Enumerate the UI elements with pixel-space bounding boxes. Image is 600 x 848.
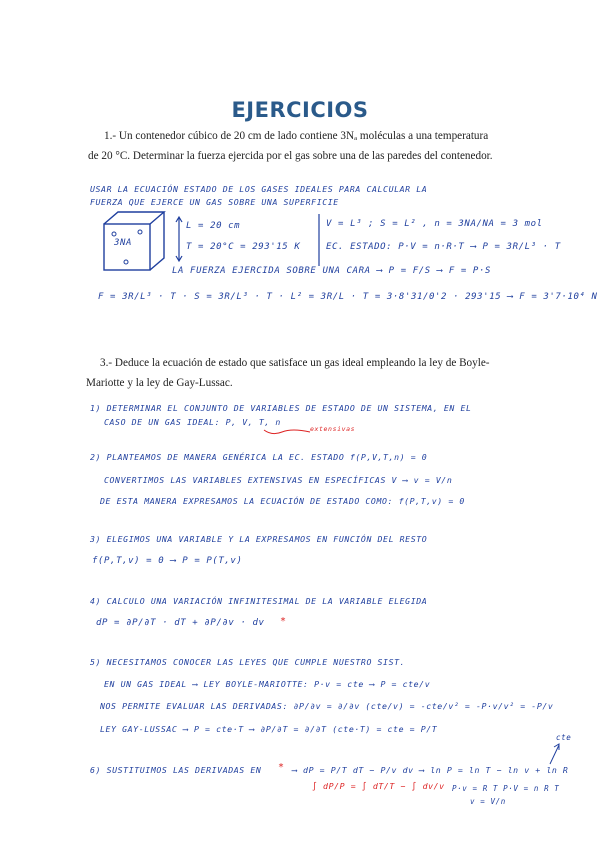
step2-line3: DE ESTA MANERA EXPRESAMOS LA ECUACIÓN DE ESTADO COMO: f(P,T,v) = 0 (100, 496, 465, 506)
cube-drawing (100, 210, 170, 274)
step5-line1: 5) NECESITAMOS CONOCER LAS LEYES QUE CUMPLE NUESTRO SIST. (90, 657, 406, 667)
step6-cte-note: cte (556, 733, 572, 742)
step5-line4: LEY GAY-LUSSAC ⟶ P = cte·T ⟶ ∂P/∂T = ∂/∂T (cte·T) = cte = P/T (100, 724, 438, 734)
ex1-statement-line1: 1.- Un contenedor cúbico de 20 cm de lado contiene 3Nₐ moléculas a una temperatura (104, 130, 489, 142)
step6-star-marker: * (278, 762, 285, 773)
ex1-hw-volume-surface: V = L³ ; S = L² , n = 3NA/NA = 3 mol (326, 219, 543, 229)
ex1-hw-force-calc: F = 3R/L³ · T · S = 3R/L³ · T · L² = 3R/L · T = 3·8'31/0'2 · 293'15 ⟶ F = 3'7·10⁴ N (98, 292, 598, 302)
step6-specific-volume: v = V/n (470, 797, 506, 806)
step3-line1: 3) ELEGIMOS UNA VARIABLE Y LA EXPRESAMOS EN FUNCIÓN DEL RESTO (90, 534, 428, 544)
step2-line2: CONVERTIMOS LAS VARIABLES EXTENSIVAS EN ESPECÍFICAS V ⟶ v = V/n (104, 475, 453, 485)
step6-integral: ∫ dP/P = ∫ dT/T − ∫ dv/v (312, 781, 445, 791)
step3-line2: f(P,T,v) = 0 ⟶ P = P(T,v) (92, 556, 243, 566)
step1-extensive-note: extensivas (310, 425, 356, 433)
ex3-statement-line2: Mariotte y la ley de Gay-Lussac. (86, 377, 233, 389)
step1-line2: CASO DE UN GAS IDEAL: P, V, T, n (104, 417, 281, 427)
ex1-hw-intro-line1: USAR LA ECUACIÓN ESTADO DE LOS GASES IDEALES PARA CALCULAR LA (90, 184, 428, 194)
step5-line3: NOS PERMITE EVALUAR LAS DERIVADAS: ∂P/∂v = ∂/∂v (cte/v) = -cte/v² = -P·v/v² = -P/v (100, 701, 554, 711)
ex1-hw-intro-line2: FUERZA QUE EJERCE UN GAS SOBRE UNA SUPERFICIE (90, 197, 339, 207)
step6-line1: 6) SUSTITUIMOS LAS DERIVADAS EN (90, 765, 262, 775)
step6-ideal-gas-law: P·v = R T P·V = n R T (452, 784, 560, 793)
ex1-hw-state-equation: EC. ESTADO: P·V = n·R·T ⟶ P = 3R/L³ · T (326, 242, 561, 252)
page-title: EJERCICIOS (231, 98, 369, 122)
ex1-statement-line2: de 20 °C. Determinar la fuerza ejercida por el gas sobre una de las paredes del contenedor. (88, 150, 493, 162)
step5-line2: EN UN GAS IDEAL ⟶ LEY BOYLE-MARIOTTE: P·v = cte ⟶ P = cte/v (104, 679, 431, 689)
ex1-hw-T: T = 20°C = 293'15 K (186, 242, 301, 252)
step1-line1: 1) DETERMINAR EL CONJUNTO DE VARIABLES DE ESTADO DE UN SISTEMA, EN EL (90, 403, 472, 413)
step6-result: ⟶ dP = P/T dT − P/v dv ⟶ ln P = ln T − ln v + ln R (292, 765, 569, 775)
ex3-statement-line1: 3.- Deduce la ecuación de estado que satisface un gas ideal empleando la ley de Boyle- (100, 357, 490, 369)
step2-line1: 2) PLANTEAMOS DE MANERA GENÉRICA LA EC. ESTADO f(P,V,T,n) = 0 (90, 452, 428, 462)
step6-cte-arrow (548, 742, 562, 766)
step4-line1: 4) CALCULO UNA VARIACIÓN INFINITESIMAL DE LA VARIABLE ELEGIDA (90, 596, 428, 606)
ex1-hw-L: L = 20 cm (186, 221, 241, 231)
ex1-hw-force-face: LA FUERZA EJERCIDA SOBRE UNA CARA ⟶ P = F/S ⟶ F = P·S (172, 266, 491, 276)
step4-star-marker: * (280, 616, 287, 627)
bracket-divider (316, 212, 322, 268)
step4-line2: dP = ∂P/∂T · dT + ∂P/∂v · dv (96, 618, 265, 628)
cube-label: 3NA (114, 238, 133, 248)
step1-underline (262, 428, 312, 436)
cube-side-arrow (176, 216, 182, 262)
